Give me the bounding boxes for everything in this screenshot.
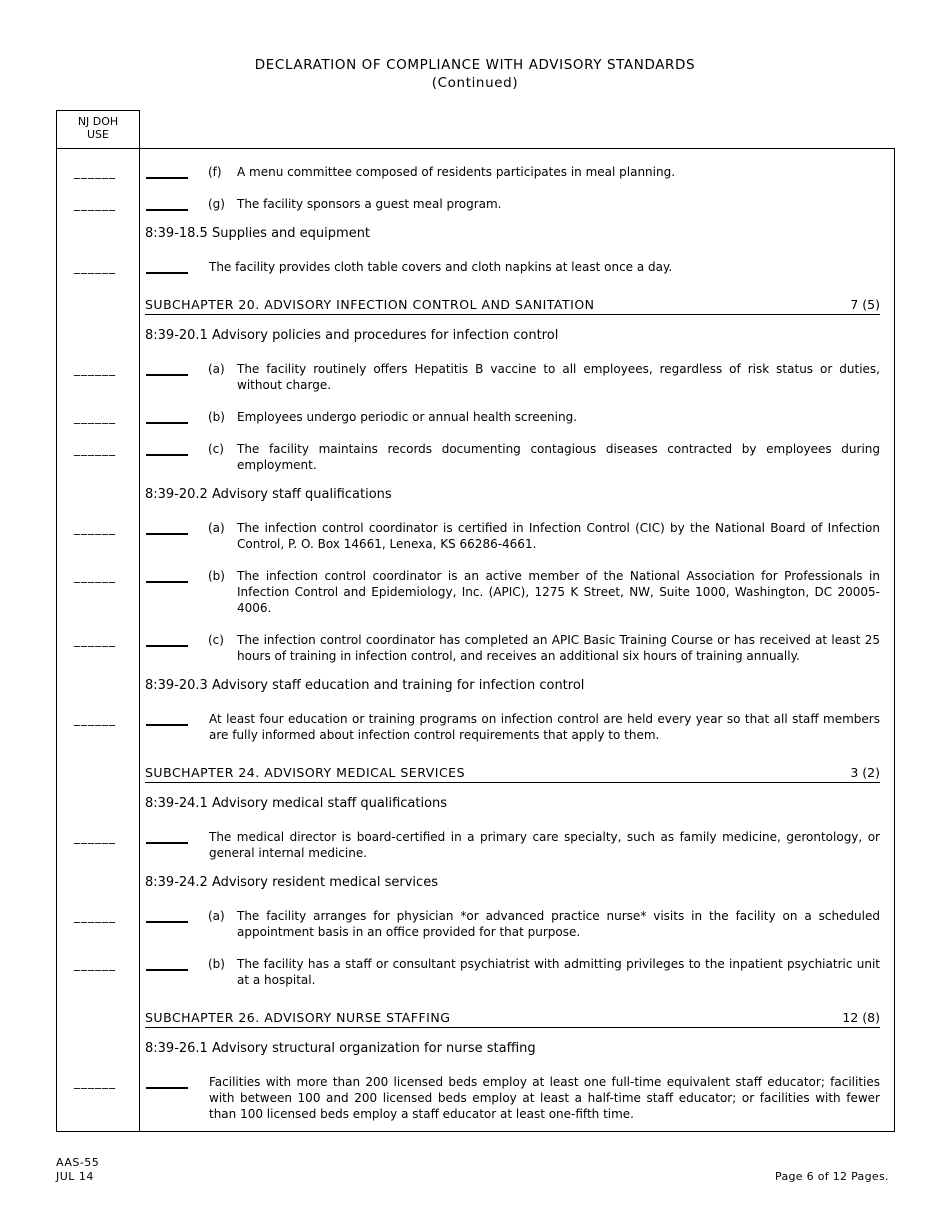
item-letter: (g) <box>208 197 225 211</box>
section-heading: 8:39-24.1 Advisory medical staff qualifications <box>145 796 448 811</box>
item-text: At least four education or training programs on infection control are held every year so that all staff members are fully informed about infection control requirements that apply to them. <box>209 712 880 742</box>
column-divider <box>139 148 140 1132</box>
njdoh-use-field[interactable]: ______ <box>74 569 116 583</box>
subchapter-count: 3 (2) <box>850 765 880 780</box>
subchapter-heading <box>145 1010 880 1028</box>
compliance-blank[interactable] <box>146 711 188 726</box>
item-letter: (a) <box>208 909 225 923</box>
subchapter-heading <box>145 297 880 315</box>
title-main: DECLARATION OF COMPLIANCE WITH ADVISORY STANDARDS <box>254 57 696 73</box>
njdoh-use-field[interactable]: ______ <box>74 1075 116 1089</box>
njdoh-use-field[interactable]: ______ <box>74 957 116 971</box>
item-text: Facilities with more than 200 licensed beds employ at least one full-time equivalent staff educator; facilities with between 100 and 200 licensed beds employ at least a half-time staff educator; or facilities with fewer than 100 licensed beds employ a staff educator at least one-fifth time. <box>209 1075 880 1121</box>
njdoh-use-field[interactable]: ______ <box>74 165 116 179</box>
item-text: The medical director is board-certified in a primary care specialty, such as family medicine, gerontology, or general internal medicine. <box>209 830 880 860</box>
page-number: Page 6 of 12 Pages. <box>775 1170 889 1183</box>
njdoh-use-field[interactable]: ______ <box>74 712 116 726</box>
section-heading: 8:39-24.2 Advisory resident medical services <box>145 875 438 890</box>
njdoh-use-field[interactable]: ______ <box>74 909 116 923</box>
subchapter-count: 12 (8) <box>842 1010 880 1025</box>
form-date: JUL 14 <box>56 1170 94 1183</box>
item-text: Employees undergo periodic or annual health screening. <box>237 410 578 424</box>
item-text: The infection control coordinator has completed an APIC Basic Training Course or has received at least 25 hours of training in infection control, and receives an additional six hours of training annually. <box>237 633 880 663</box>
item-text: The facility has a staff or consultant psychiatrist with admitting privileges to the inpatient psychiatric unit at a hospital. <box>237 957 880 987</box>
subchapter-heading <box>145 765 880 783</box>
compliance-blank[interactable] <box>146 196 188 211</box>
item-letter: (c) <box>208 442 224 456</box>
compliance-blank[interactable] <box>146 520 188 535</box>
compliance-blank[interactable] <box>146 1074 188 1089</box>
section-heading: 8:39-20.3 Advisory staff education and training for infection control <box>145 678 585 693</box>
subchapter-title: SUBCHAPTER 26. ADVISORY NURSE STAFFING <box>145 1010 451 1025</box>
item-letter: (b) <box>208 957 225 971</box>
item-text: The infection control coordinator is an active member of the National Association for Professionals in Infection Control and Epidemiology, Inc. (APIC), 1275 K Street, NW, Suite 1000, Washington, DC 20005-4006. <box>237 569 880 615</box>
item-letter: (a) <box>208 521 225 535</box>
njdoh-use-field[interactable]: ______ <box>74 830 116 844</box>
njdoh-use-header <box>56 110 140 148</box>
subchapter-title: SUBCHAPTER 24. ADVISORY MEDICAL SERVICES <box>145 765 466 780</box>
item-text: The facility arranges for physician *or advanced practice nurse* visits in the facility on a scheduled appointment basis in an office provided for that purpose. <box>237 909 880 939</box>
page-title <box>0 56 950 92</box>
item-letter: (b) <box>208 569 225 583</box>
compliance-blank[interactable] <box>146 829 188 844</box>
compliance-blank[interactable] <box>146 908 188 923</box>
item-text: The facility sponsors a guest meal program. <box>237 197 502 211</box>
subchapter-count: 7 (5) <box>850 297 880 312</box>
compliance-blank[interactable] <box>146 568 188 583</box>
section-heading: 8:39-20.1 Advisory policies and procedures for infection control <box>145 328 559 343</box>
section-heading: 8:39-26.1 Advisory structural organization for nurse staffing <box>145 1041 536 1056</box>
form-number: AAS-55 <box>56 1156 100 1169</box>
form-id <box>56 1156 99 1184</box>
compliance-blank[interactable] <box>146 632 188 647</box>
njdoh-use-field[interactable]: ______ <box>74 197 116 211</box>
njdoh-use-field[interactable]: ______ <box>74 362 116 376</box>
item-text: The facility routinely offers Hepatitis B vaccine to all employees, regardless of risk status or duties, without charge. <box>237 362 880 392</box>
use-label: USE <box>87 128 109 141</box>
item-text: The facility provides cloth table covers and cloth napkins at least once a day. <box>209 260 673 274</box>
subchapter-title: SUBCHAPTER 20. ADVISORY INFECTION CONTROL AND SANITATION <box>145 297 595 312</box>
section-heading: 8:39-18.5 Supplies and equipment <box>145 226 371 241</box>
item-text: The infection control coordinator is certified in Infection Control (CIC) by the National Board of Infection Control, P. O. Box 14661, Lenexa, KS 66286-4661. <box>237 521 880 551</box>
compliance-blank[interactable] <box>146 259 188 274</box>
item-letter: (c) <box>208 633 224 647</box>
item-text: A menu committee composed of residents participates in meal planning. <box>237 165 676 179</box>
item-letter: (b) <box>208 410 225 424</box>
compliance-blank[interactable] <box>146 409 188 424</box>
item-text: The facility maintains records documenting contagious diseases contracted by employees during employment. <box>237 442 880 472</box>
njdoh-label: NJ DOH <box>77 115 119 128</box>
section-heading: 8:39-20.2 Advisory staff qualifications <box>145 487 392 502</box>
compliance-blank[interactable] <box>146 164 188 179</box>
item-letter: (a) <box>208 362 225 376</box>
compliance-blank[interactable] <box>146 956 188 971</box>
njdoh-use-field[interactable]: ______ <box>74 633 116 647</box>
compliance-blank[interactable] <box>146 441 188 456</box>
compliance-blank[interactable] <box>146 361 188 376</box>
njdoh-use-field[interactable]: ______ <box>74 442 116 456</box>
item-letter: (f) <box>208 165 222 179</box>
njdoh-use-field[interactable]: ______ <box>74 410 116 424</box>
title-continued: (Continued) <box>431 75 519 91</box>
njdoh-use-field[interactable]: ______ <box>74 260 116 274</box>
njdoh-use-field[interactable]: ______ <box>74 521 116 535</box>
